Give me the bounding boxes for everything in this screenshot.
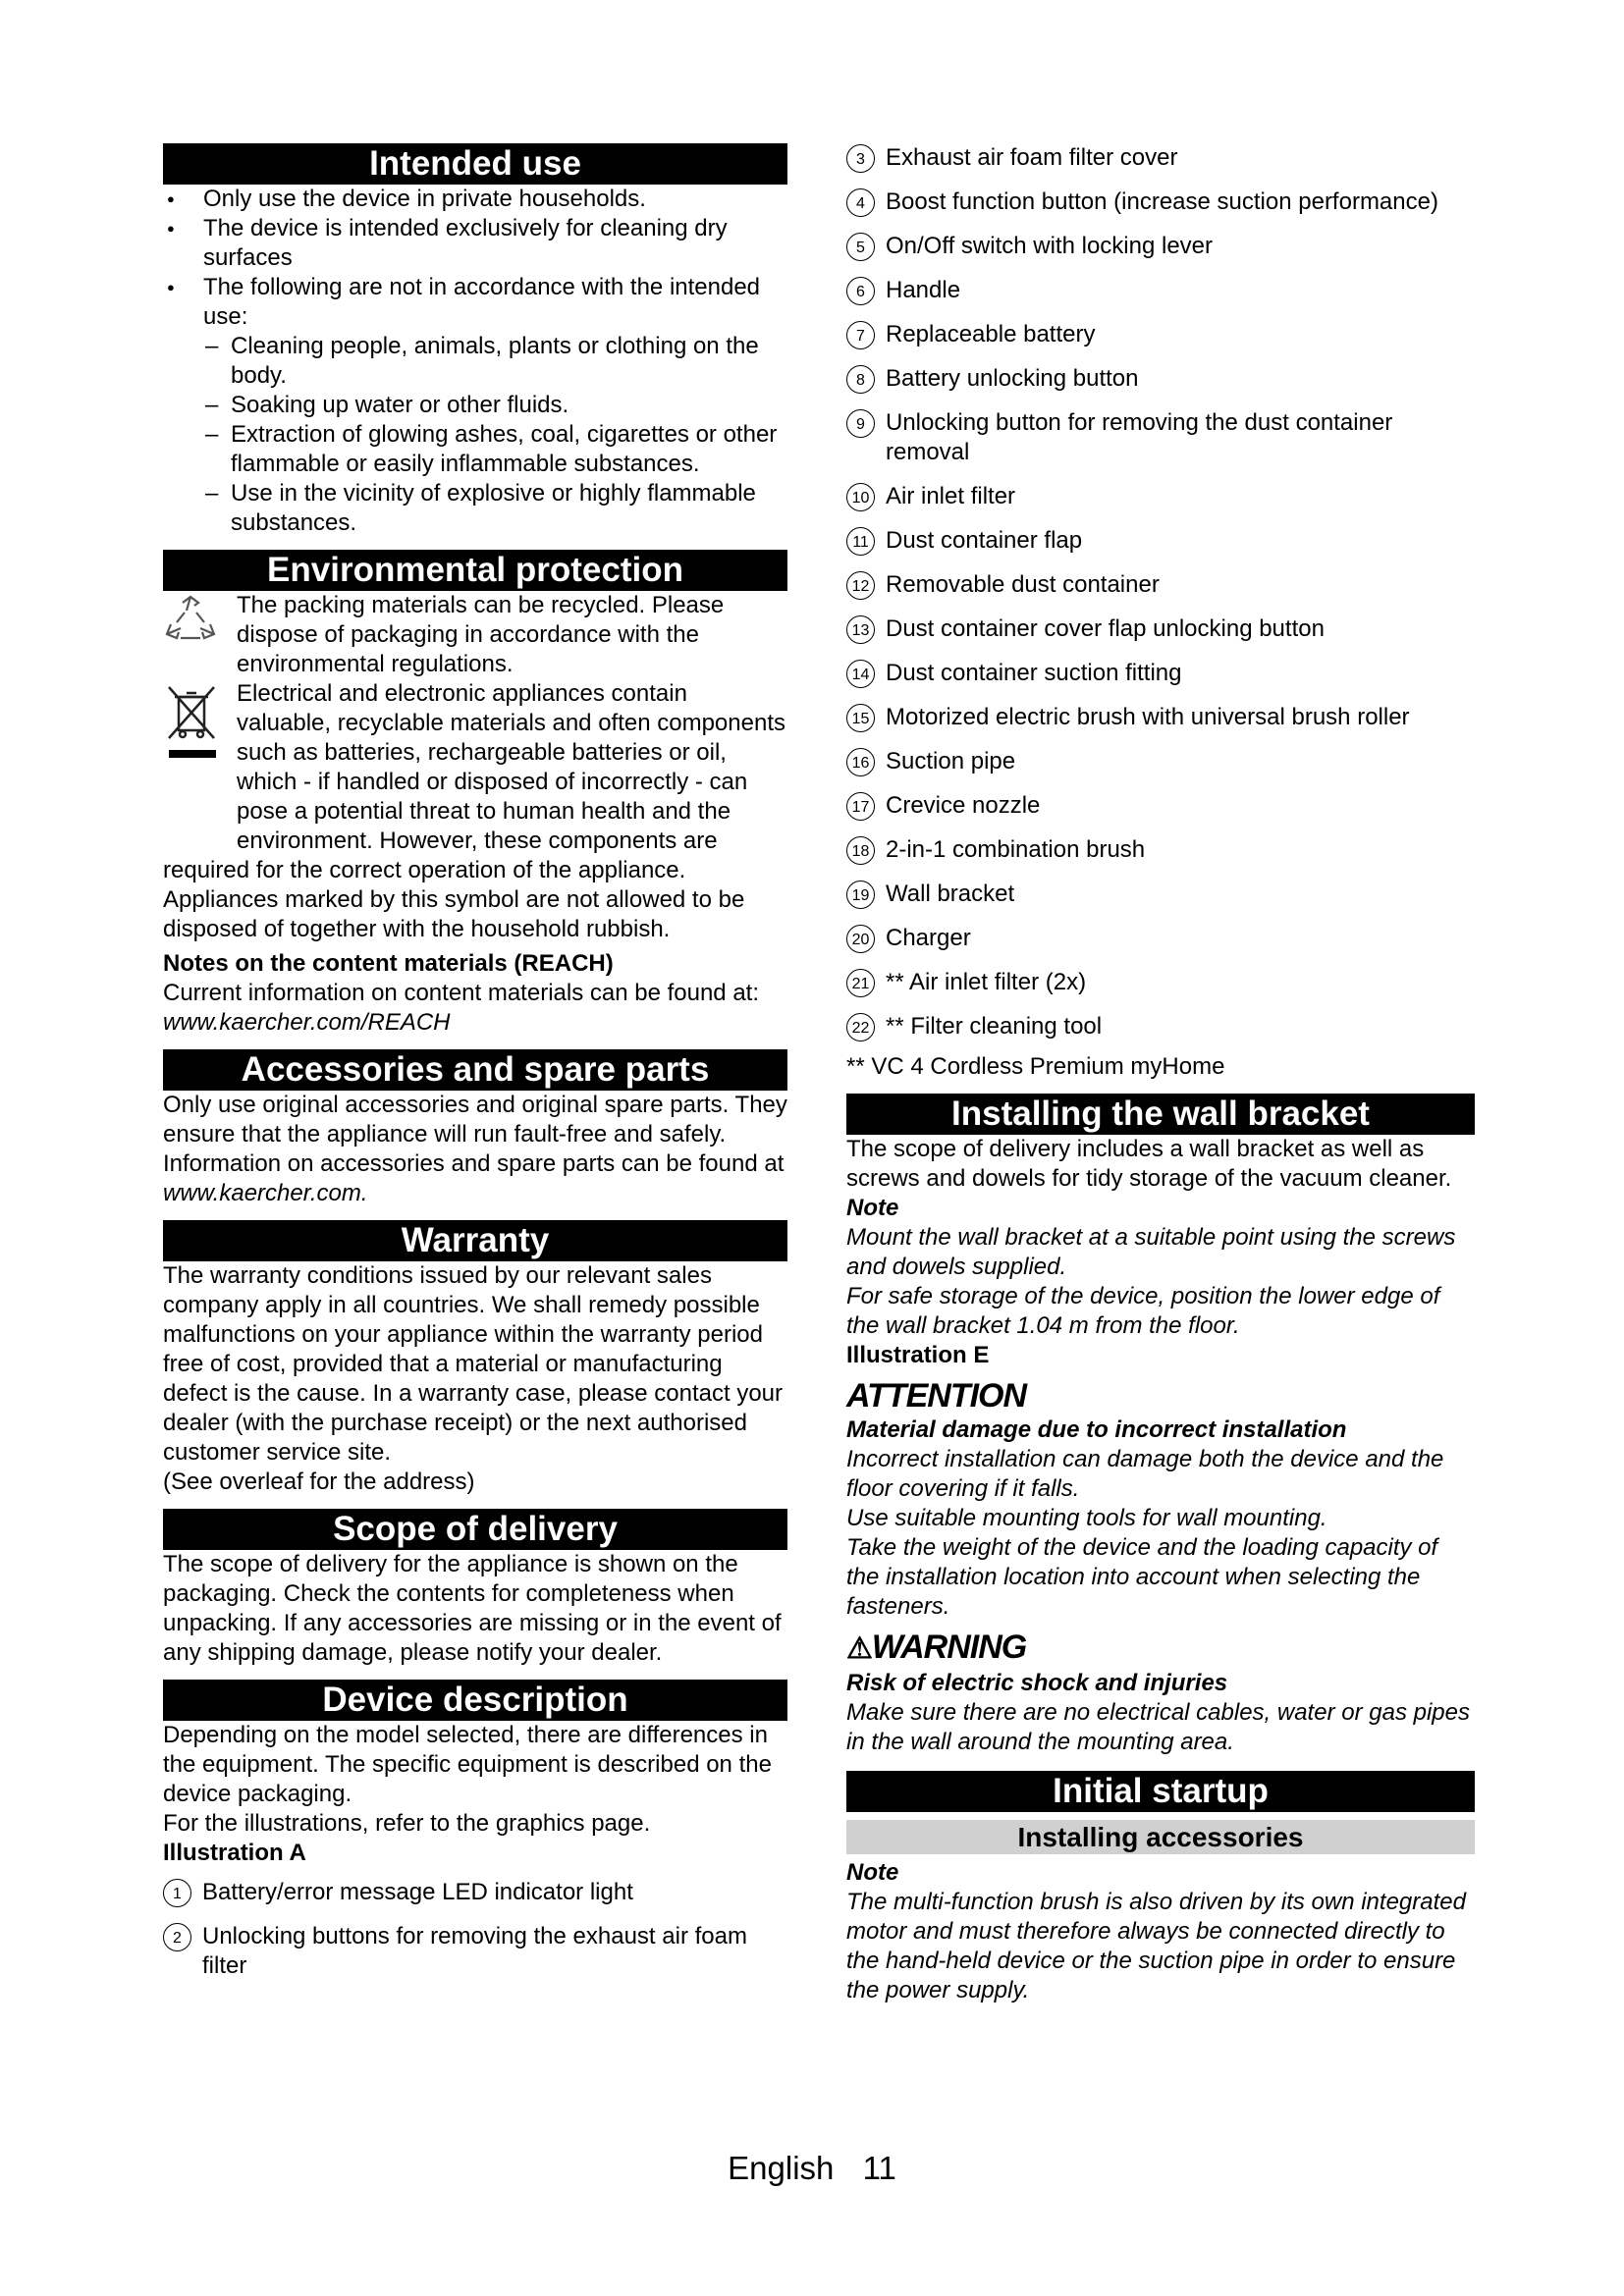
attention-label: ATTENTION — [846, 1377, 1027, 1415]
note-label: Note — [846, 1859, 899, 1886]
attention-text: Incorrect installation can damage both the device and the floor covering if it falls. — [846, 1446, 1444, 1502]
warning-triangle-icon: ⚠ — [846, 1632, 872, 1665]
part-item — [846, 747, 1475, 776]
wall-bracket-text: The scope of delivery includes a wall bracket as well as screws and dowels for tidy storage of the vacuum cleaner. — [846, 1136, 1452, 1192]
part-number-badge: 20 — [846, 925, 875, 953]
device-parts-list-left — [163, 1878, 787, 1981]
footer-language: English — [728, 2150, 835, 2186]
warning-heading: Risk of electric shock and injuries — [846, 1670, 1228, 1696]
part-number-badge: 7 — [846, 321, 875, 349]
reach-text: Current information on content materials can be found at: — [163, 980, 760, 1006]
part-number-badge: 5 — [846, 233, 875, 261]
bullet-item: ● Only use the device in private households. — [163, 185, 787, 214]
left-column — [163, 143, 787, 1996]
part-number-badge: 17 — [846, 792, 875, 821]
part-item — [846, 968, 1475, 997]
dash-item: – Cleaning people, animals, plants or clothing on the body. — [163, 332, 787, 391]
part-item — [846, 703, 1475, 732]
reach-heading: Notes on the content materials (REACH) — [163, 950, 614, 977]
part-number-badge: 19 — [846, 881, 875, 909]
section-header-warranty: Warranty — [163, 1220, 787, 1261]
part-number-badge: 13 — [846, 615, 875, 644]
part-label: Dust container suction fitting — [886, 660, 1182, 686]
part-label: Motorized electric brush with universal brush roller — [886, 704, 1410, 730]
part-number-badge: 18 — [846, 836, 875, 865]
not-intended-list — [163, 332, 787, 538]
part-label: Dust container cover flap unlocking button — [886, 615, 1325, 642]
part-item — [846, 320, 1475, 349]
weee-text — [163, 679, 787, 944]
part-item — [846, 1012, 1475, 1041]
part-number-badge: 21 — [846, 969, 875, 997]
part-number-badge: 14 — [846, 660, 875, 688]
part-item — [163, 1922, 787, 1981]
dash-item: – Soaking up water or other fluids. — [163, 391, 787, 420]
part-label: Handle — [886, 277, 961, 303]
part-label: Wall bracket — [886, 881, 1015, 907]
model-note: ** VC 4 Cordless Premium myHome — [846, 1053, 1225, 1080]
part-number-badge: 12 — [846, 571, 875, 600]
part-label: Charger — [886, 925, 971, 951]
part-label: Exhaust air foam filter cover — [886, 144, 1178, 171]
device-parts-list-right — [846, 143, 1475, 1041]
warning-label: WARNING — [871, 1629, 1027, 1666]
part-item — [846, 482, 1475, 511]
part-item — [163, 1878, 787, 1907]
note-text: Mount the wall bracket at a suitable point using the screws and dowels supplied. — [846, 1224, 1456, 1280]
part-item — [846, 570, 1475, 600]
part-label: Removable dust container — [886, 571, 1160, 598]
part-item — [846, 187, 1475, 217]
section-header-device-description: Device description — [163, 1680, 787, 1721]
recycle-row — [163, 591, 787, 679]
bullet-item — [163, 273, 787, 538]
part-label: Boost function button (increase suction performance) — [886, 188, 1438, 215]
warning-row — [846, 1628, 1475, 1669]
part-label: Unlocking buttons for removing the exhaust air foam filter — [202, 1923, 747, 1979]
part-label: Battery unlocking button — [886, 365, 1139, 392]
intended-use-list — [163, 185, 787, 538]
part-item — [846, 659, 1475, 688]
part-item — [846, 143, 1475, 173]
part-number-badge: 1 — [163, 1879, 191, 1907]
part-item — [846, 232, 1475, 261]
part-number-badge: 16 — [846, 748, 875, 776]
part-number-badge: 15 — [846, 704, 875, 732]
part-number-badge: 8 — [846, 365, 875, 394]
section-header-wall-bracket: Installing the wall bracket — [846, 1094, 1475, 1135]
note-text: The multi-function brush is also driven by its own integrated motor and must therefore always be connected directly to the hand-held device or the suction pipe in order to ensure the power supply. — [846, 1889, 1466, 2003]
device-desc-illustrations: For the illustrations, refer to the graphics page. — [163, 1810, 651, 1837]
part-label: Air inlet filter — [886, 483, 1016, 509]
recycle-text: The packing materials can be recycled. Please dispose of packaging in accordance with the environmental regulations. — [237, 592, 725, 677]
section-header-scope: Scope of delivery — [163, 1509, 787, 1550]
part-item — [846, 835, 1475, 865]
part-item — [846, 924, 1475, 953]
section-header-accessories: Accessories and spare parts — [163, 1049, 787, 1091]
accessories-info — [163, 1149, 787, 1208]
part-item — [846, 364, 1475, 394]
part-label: ** Air inlet filter (2x) — [886, 969, 1087, 995]
part-item — [846, 276, 1475, 305]
part-item — [846, 408, 1475, 467]
part-label: On/Off switch with locking lever — [886, 233, 1214, 259]
weee-paragraph: Electrical and electronic appliances contain valuable, recyclable materials and often components such as batteries, rechargeable batteries or oil, which - if handled or disposed of incorrectly - can pose a potential threat to human health and the environment. However, these components are required for the correct operation of the appliance. Appliances marked by this symbol are not allowed to be disposed of together with the household rubbish. — [163, 680, 785, 942]
note-text: For safe storage of the device, position the lower edge of the wall bracket 1.04 m from the floor. — [846, 1283, 1440, 1339]
part-item — [846, 614, 1475, 644]
accessories-text: Only use original accessories and original spare parts. They ensure that the appliance will run fault-free and safely. — [163, 1092, 787, 1148]
part-number-badge: 3 — [846, 144, 875, 173]
warranty-text: The warranty conditions issued by our relevant sales company apply in all countries. We shall remedy possible malfunctions on your appliance within the warranty period free of cost, provided that a material or manufacturing defect is the cause. In a warranty case, please contact your dealer (with the purchase receipt) or the next authorised customer service site. — [163, 1262, 784, 1466]
part-number-badge: 11 — [846, 527, 875, 556]
page-footer — [0, 2150, 1624, 2187]
part-label: Battery/error message LED indicator light — [202, 1879, 633, 1905]
section-header-initial-startup: Initial startup — [846, 1771, 1475, 1812]
illustration-e-label: Illustration E — [846, 1342, 990, 1368]
weee-block — [163, 679, 787, 944]
device-desc-text: Depending on the model selected, there are differences in the equipment. The specific equipment is described on the device packaging. — [163, 1722, 772, 1807]
dash-item: – Extraction of glowing ashes, coal, cigarettes or other flammable or easily inflammable substances. — [163, 420, 787, 479]
note-label: Note — [846, 1195, 899, 1221]
kaercher-link[interactable]: www.kaercher.com. — [163, 1180, 368, 1206]
part-number-badge: 2 — [163, 1923, 191, 1951]
recycle-icon — [163, 595, 222, 649]
part-label: Crevice nozzle — [886, 792, 1041, 819]
part-item — [846, 791, 1475, 821]
section-header-intended-use: Intended use — [163, 143, 787, 185]
part-number-badge: 9 — [846, 409, 875, 438]
part-label: Suction pipe — [886, 748, 1016, 774]
section-header-environmental: Environmental protection — [163, 550, 787, 591]
part-number-badge: 10 — [846, 483, 875, 511]
warranty-address-note: (See overleaf for the address) — [163, 1468, 475, 1495]
dash-item: – Use in the vicinity of explosive or highly flammable substances. — [163, 479, 787, 538]
bullet-text: The following are not in accordance with the intended use: — [203, 274, 761, 330]
attention-text: Take the weight of the device and the loading capacity of the installation location into account when selecting the fasteners. — [846, 1534, 1438, 1620]
warning-text: Make sure there are no electrical cables, water or gas pipes in the wall around the mounting area. — [846, 1699, 1470, 1755]
part-label: Dust container flap — [886, 527, 1083, 554]
crossed-bin-icon — [165, 683, 220, 767]
scope-text: The scope of delivery for the appliance is shown on the packaging. Check the contents for completeness when unpacking. If any accessories are missing or in the event of any shipping damage, please notify your dealer. — [163, 1551, 782, 1666]
subsection-header-installing-accessories: Installing accessories — [846, 1820, 1475, 1854]
part-label: ** Filter cleaning tool — [886, 1013, 1103, 1040]
bullet-item: ● The device is intended exclusively for cleaning dry surfaces — [163, 214, 787, 273]
reach-link[interactable]: www.kaercher.com/REACH — [163, 1009, 451, 1036]
attention-heading: Material damage due to incorrect installation — [846, 1416, 1347, 1443]
part-number-badge: 6 — [846, 277, 875, 305]
illustration-a-label: Illustration A — [163, 1840, 306, 1866]
part-label: Replaceable battery — [886, 321, 1096, 347]
page-number: 11 — [862, 2150, 896, 2186]
part-number-badge: 4 — [846, 188, 875, 217]
reach-paragraph — [163, 979, 787, 1038]
part-label: Unlocking button for removing the dust container removal — [886, 409, 1393, 465]
accessories-info-text: Information on accessories and spare parts can be found at — [163, 1150, 785, 1177]
part-item — [846, 880, 1475, 909]
part-item — [846, 526, 1475, 556]
part-number-badge: 22 — [846, 1013, 875, 1041]
right-column — [846, 143, 1475, 2005]
part-label: 2-in-1 combination brush — [886, 836, 1146, 863]
attention-text: Use suitable mounting tools for wall mounting. — [846, 1505, 1327, 1531]
